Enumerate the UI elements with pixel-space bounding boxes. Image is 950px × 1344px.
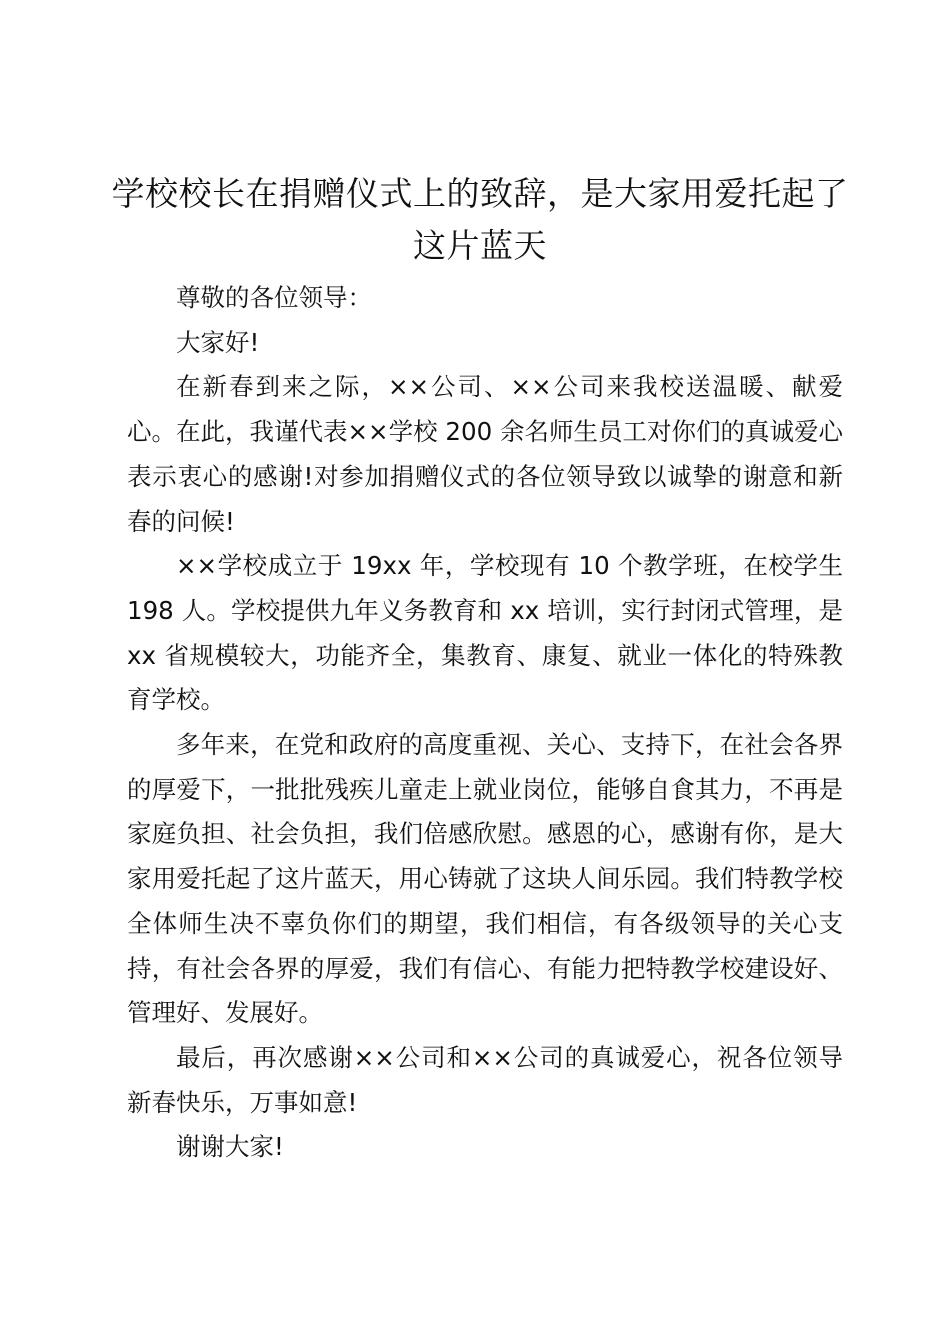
document-title: 学校校长在捐赠仪式上的致辞，是大家用爱托起了这片蓝天 [111,174,849,265]
document-body [127,276,843,1170]
paragraph-3: 多年来，在党和政府的高度重视、关心、支持下，在社会各界的厚爱下，一批批残疾儿童走上就业岗位，能够自食其力，不再是家庭负担、社会负担，我们倍感欣慰。感恩的心，感谢有你，是大家用爱托起了这片蓝天，用心铸就了这块人间乐园。我们特教学校全体师生决不辜负你们的期望，我们相信，有各级领导的关心支持，有社会各界的厚爱，我们有信心、有能力把特教学校建设好、管理好、发展好。 [127,730,843,1028]
salutation: 尊敬的各位领导： [176,283,372,312]
paragraph-4: 最后，再次感谢××公司和××公司的真诚爱心，祝各位领导新春快乐，万事如意! [127,1042,843,1117]
greeting: 大家好! [176,327,260,357]
paragraph-2: ××学校成立于 19xx 年，学校现有 10 个教学班，在校学生 198 人。学校提供九年义务教育和 xx 培训，实行封闭式管理，是 xx 省规模较大，功能齐全，集教育、康复、就业一体化的特殊教育学校。 [127,551,843,715]
closing: 谢谢大家! [176,1132,284,1162]
paragraph-1: 在新春到来之际，××公司、××公司来我校送温暖、献爱心。在此，我谨代表××学校 200 余名师生员工对你们的真诚爱心表示衷心的感谢!对参加捐赠仪式的各位领导致以诚挚的谢意和新春的问候! [127,372,843,536]
